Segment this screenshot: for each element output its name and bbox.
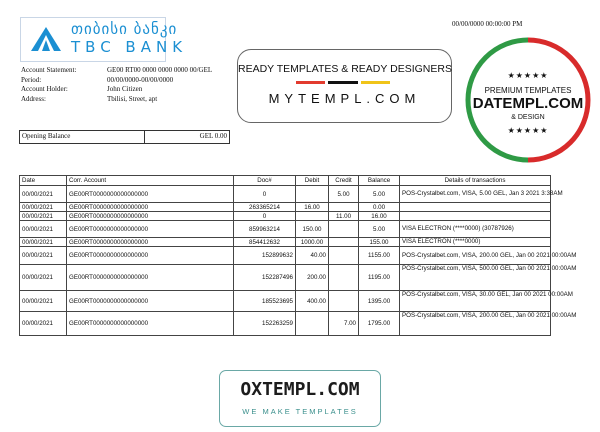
cell-debit: 40.00: [296, 247, 329, 265]
cell-corr-account: GE00RT0000000000000000: [67, 221, 234, 238]
cell-doc: 859963214: [234, 221, 296, 238]
cell-date: 00/00/2021: [20, 312, 67, 336]
cell-corr-account: GE00RT0000000000000000: [67, 203, 234, 212]
table-row: [20, 312, 551, 336]
table-row: [20, 221, 551, 238]
watermark-color-bars: [296, 81, 393, 84]
watermark-ready-top: READY TEMPLATES & READY DESIGNERS: [238, 63, 452, 75]
cell-corr-account: GE00RT0000000000000000: [67, 291, 234, 312]
cell-debit: [296, 186, 329, 203]
watermark-ready-bottom: MYTEMPL.COM: [268, 91, 421, 106]
info-value: GE00 RT00 0000 0000 0000 00/GEL: [107, 66, 213, 74]
cell-debit: 150.00: [296, 221, 329, 238]
cell-details: POS-Crystalbet.com, VISA, 200.00 GEL, Jan 00 2021 00:00AM: [400, 312, 551, 336]
table-header-row: [20, 176, 551, 186]
watermark-oxtempl-tagline: WE MAKE TEMPLATES: [242, 407, 358, 416]
cell-details: POS-Crystalbet.com, VISA, 30.00 GEL, Jan 00 2021 00:00AM: [400, 291, 551, 312]
cell-balance: 5.00: [359, 186, 400, 203]
watermark-premium-text: PREMIUM TEMPLATES: [484, 86, 572, 95]
cell-balance: 1155.00: [359, 247, 400, 265]
info-label: Address:: [21, 94, 46, 103]
bank-name-georgian: თიბისი ბანკი: [71, 20, 178, 38]
cell-balance: 1795.00: [359, 312, 400, 336]
cell-debit: 16.00: [296, 203, 329, 212]
col-header-balance: Balance: [359, 176, 400, 186]
cell-doc: 152899632: [234, 247, 296, 265]
cell-balance: 0.00: [359, 203, 400, 212]
cell-debit: [296, 312, 329, 336]
account-info: [21, 66, 212, 104]
account-holder-row: [21, 85, 212, 95]
info-value: John Citizen: [107, 85, 143, 93]
watermark-oxtempl: [219, 370, 381, 427]
cell-debit: 1000.00: [296, 238, 329, 247]
opening-balance-divider: [144, 131, 145, 143]
cell-credit: [329, 221, 359, 238]
cell-doc: 152263259: [234, 312, 296, 336]
cell-balance: 5.00: [359, 221, 400, 238]
bank-logo-icon: [30, 26, 62, 52]
col-header-date: Date: [20, 176, 67, 186]
cell-corr-account: GE00RT0000000000000000: [67, 265, 234, 291]
cell-balance: 155.00: [359, 238, 400, 247]
cell-date: 00/00/2021: [20, 265, 67, 291]
address-row: [21, 95, 212, 105]
cell-date: 00/00/2021: [20, 212, 67, 221]
col-header-credit: Credit: [329, 176, 359, 186]
cell-details: POS-Crystalbet.com, VISA, 5.00 GEL, Jan 3 2021 3:38AM: [400, 186, 551, 203]
cell-corr-account: GE00RT0000000000000000: [67, 312, 234, 336]
table-row: [20, 265, 551, 291]
cell-credit: 7.00: [329, 312, 359, 336]
table-row: [20, 247, 551, 265]
info-value: 00/00/0000-00/00/0000: [107, 75, 174, 84]
cell-date: 00/00/2021: [20, 238, 67, 247]
cell-corr-account: GE00RT0000000000000000: [67, 247, 234, 265]
table-row: [20, 212, 551, 221]
statement-timestamp: 00/00/0000 00:00:00 PM: [452, 20, 523, 28]
watermark-ready-templates: [237, 49, 452, 123]
watermark-stars-top: ★★★★★: [507, 71, 549, 80]
watermark-design-text: & DESIGN: [511, 114, 545, 121]
cell-doc: 263365214: [234, 203, 296, 212]
cell-details: [400, 203, 551, 212]
cell-date: 00/00/2021: [20, 247, 67, 265]
cell-credit: 5.00: [329, 186, 359, 203]
cell-corr-account: GE00RT0000000000000000: [67, 212, 234, 221]
period-row: [21, 76, 212, 86]
cell-credit: [329, 203, 359, 212]
cell-doc: 854412632: [234, 238, 296, 247]
cell-details: VISA ELECTRON (****0000) (30787926): [400, 221, 551, 238]
cell-date: 00/00/2021: [20, 221, 67, 238]
cell-balance: 1195.00: [359, 265, 400, 291]
opening-balance-label: Opening Balance: [22, 132, 71, 140]
watermark-oxtempl-brand: OXTEMPL.COM: [240, 379, 360, 400]
table-row: [20, 186, 551, 203]
cell-details: POS-Crystalbet.com, VISA, 500.00 GEL, Jan 00 2021 00:00AM: [400, 265, 551, 291]
opening-balance-value: GEL 0.00: [199, 132, 227, 140]
opening-balance-box: [19, 130, 230, 144]
cell-date: 00/00/2021: [20, 186, 67, 203]
col-header-doc: Doc#: [234, 176, 296, 186]
cell-doc: 0: [234, 186, 296, 203]
cell-corr-account: GE00RT0000000000000000: [67, 238, 234, 247]
cell-doc: 0: [234, 212, 296, 221]
col-header-corr-account: Corr. Account: [67, 176, 234, 186]
bank-logo: [20, 17, 188, 62]
cell-balance: 16.00: [359, 212, 400, 221]
account-statement-row: [21, 66, 212, 76]
cell-balance: 1395.00: [359, 291, 400, 312]
cell-debit: 400.00: [296, 291, 329, 312]
col-header-debit: Debit: [296, 176, 329, 186]
info-label: Account Holder:: [21, 85, 68, 93]
info-value: Tbilisi, Street, apt: [107, 94, 158, 103]
cell-date: 00/00/2021: [20, 291, 67, 312]
cell-credit: [329, 247, 359, 265]
info-label: Account Statement:: [21, 66, 77, 74]
bank-name-english: TBC BANK: [71, 38, 188, 56]
cell-doc: 152287496: [234, 265, 296, 291]
cell-credit: [329, 265, 359, 291]
cell-credit: [329, 238, 359, 247]
cell-credit: [329, 291, 359, 312]
cell-details: VISA ELECTRON (****0000): [400, 238, 551, 247]
watermark-datempl-brand: DATEMPL.COM: [472, 95, 584, 112]
transactions-table: [19, 175, 577, 336]
cell-details: POS-Crystalbet.com, VISA, 200.00 GEL, Jan 00 2021 00:00AM: [400, 247, 551, 265]
cell-debit: [296, 212, 329, 221]
table-row: [20, 238, 551, 247]
cell-details: [400, 212, 551, 221]
info-label: Period:: [21, 75, 42, 84]
cell-doc: 185523695: [234, 291, 296, 312]
cell-credit: 11.00: [329, 212, 359, 221]
cell-corr-account: GE00RT0000000000000000: [67, 186, 234, 203]
col-header-details: Details of transactions: [400, 176, 551, 186]
cell-debit: 200.00: [296, 265, 329, 291]
cell-date: 00/00/2021: [20, 203, 67, 212]
watermark-stars-bottom: ★★★★★: [507, 126, 549, 135]
table-row: [20, 291, 551, 312]
table-row: [20, 203, 551, 212]
